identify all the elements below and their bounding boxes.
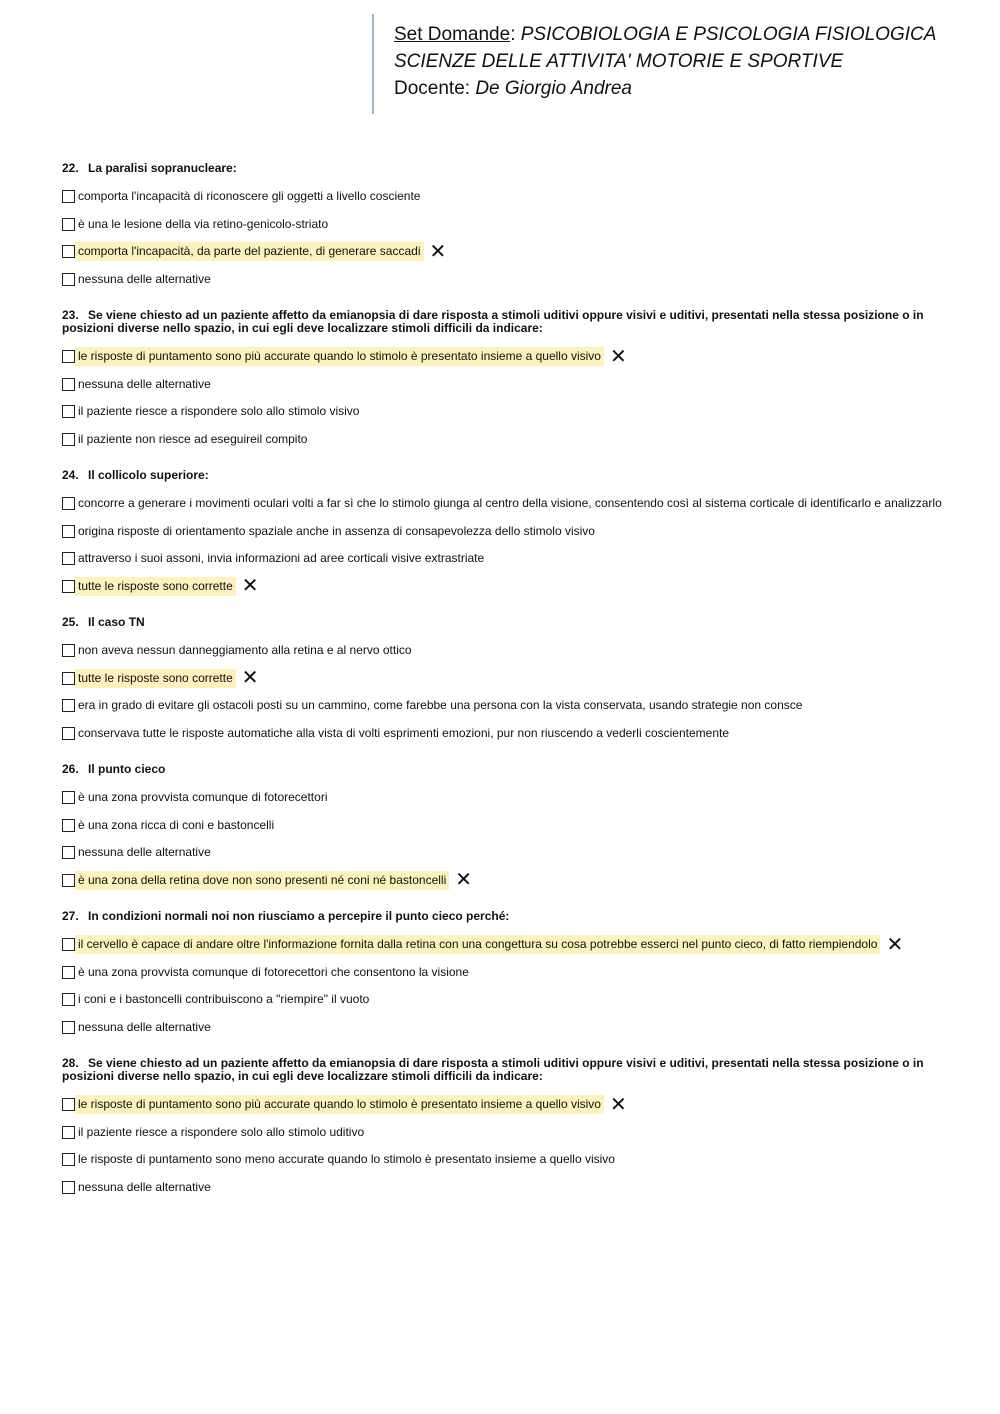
checkbox[interactable]	[62, 350, 75, 363]
checkbox[interactable]	[62, 580, 75, 593]
answer-option[interactable]	[62, 371, 942, 399]
checkbox[interactable]	[62, 1021, 75, 1034]
selected-mark-icon: ✕	[455, 869, 473, 892]
answer-option[interactable]	[62, 692, 942, 720]
option-text: era in grado di evitare gli ostacoli posti su un cammino, come farebbe una persona con la vista conservata, usando strategie non consce	[78, 698, 803, 713]
checkbox[interactable]	[62, 672, 75, 685]
option-text: nessuna delle alternative	[78, 376, 211, 391]
answer-option[interactable]	[62, 637, 942, 665]
answer-option[interactable]	[62, 839, 942, 867]
question-number: 27.	[62, 909, 79, 923]
answer-option[interactable]	[62, 784, 942, 812]
checkbox[interactable]	[62, 1098, 75, 1111]
question	[62, 309, 942, 453]
checkbox[interactable]	[62, 846, 75, 859]
checkbox[interactable]	[62, 1181, 75, 1194]
question-prompt: Il punto cieco	[88, 762, 166, 776]
checkbox[interactable]	[62, 378, 75, 391]
checkbox[interactable]	[62, 966, 75, 979]
checkbox[interactable]	[62, 433, 75, 446]
answer-option[interactable]	[62, 490, 942, 518]
question-text	[62, 309, 942, 335]
question	[62, 469, 942, 600]
answer-option[interactable]	[62, 238, 942, 266]
option-text: nessuna delle alternative	[78, 1179, 211, 1194]
checkbox[interactable]	[62, 874, 75, 887]
selected-mark-icon: ✕	[609, 1093, 627, 1116]
checkbox[interactable]	[62, 993, 75, 1006]
set-label: Set Domande	[394, 24, 511, 45]
checkbox[interactable]	[62, 1126, 75, 1139]
answer-option[interactable]	[62, 1146, 942, 1174]
answer-option[interactable]	[62, 867, 942, 895]
checkbox[interactable]	[62, 218, 75, 231]
option-text: è una zona provvista comunque di fotorecettori	[78, 790, 328, 805]
checkbox[interactable]	[62, 819, 75, 832]
question-prompt: Il collicolo superiore:	[88, 468, 209, 482]
checkbox[interactable]	[62, 190, 75, 203]
question-text	[62, 910, 942, 923]
checkbox[interactable]	[62, 1153, 75, 1166]
question-number: 24.	[62, 468, 79, 482]
checkbox[interactable]	[62, 497, 75, 510]
question-text	[62, 763, 942, 776]
option-text: origina risposte di orientamento spaziale anche in assenza di consapevolezza dello stimolo visivo	[78, 523, 595, 538]
teacher-name: De Giorgio Andrea	[475, 78, 632, 99]
answer-option[interactable]	[62, 518, 942, 546]
selected-mark-icon: ✕	[609, 345, 627, 368]
option-text: tutte le risposte sono corrette	[75, 577, 236, 596]
selected-mark-icon: ✕	[241, 575, 259, 598]
option-text: comporta l'incapacità, da parte del paziente, di generare saccadi	[75, 242, 424, 261]
question-prompt: Il caso TN	[88, 615, 145, 629]
option-text: nessuna delle alternative	[78, 271, 211, 286]
question	[62, 910, 942, 1041]
question-text	[62, 162, 942, 175]
option-text: è una le lesione della via retino-genicolo-striato	[78, 216, 329, 231]
selected-mark-icon: ✕	[241, 667, 259, 690]
answer-option[interactable]	[62, 573, 942, 601]
option-text: il paziente non riesce ad eseguireil compito	[78, 431, 308, 446]
checkbox[interactable]	[62, 644, 75, 657]
checkbox[interactable]	[62, 791, 75, 804]
question-text	[62, 616, 942, 629]
subject-name: PSICOBIOLOGIA E PSICOLOGIA FISIOLOGICA	[520, 24, 937, 45]
question-prompt: La paralisi sopranucleare:	[88, 161, 237, 175]
option-text: il paziente riesce a rispondere solo allo stimolo visivo	[78, 404, 360, 419]
answer-option[interactable]	[62, 398, 942, 426]
option-text: le risposte di puntamento sono più accurate quando lo stimolo è presentato insieme a quello visivo	[75, 347, 604, 366]
checkbox[interactable]	[62, 405, 75, 418]
checkbox[interactable]	[62, 273, 75, 286]
question	[62, 1057, 942, 1201]
question-number: 26.	[62, 762, 79, 776]
answer-option[interactable]	[62, 426, 942, 454]
option-text: nessuna delle alternative	[78, 845, 211, 860]
option-text: tutte le risposte sono corrette	[75, 669, 236, 688]
option-text: concorre a generare i movimenti oculari volti a far sì che lo stimolo giunga al centro della visione, consentendo così al sistema corticale di identificarlo e analizzarlo	[78, 496, 942, 511]
header-course-line	[394, 51, 843, 73]
option-text: è una zona ricca di coni e bastoncelli	[78, 817, 275, 832]
question	[62, 763, 942, 894]
question-prompt: Se viene chiesto ad un paziente affetto da emianopsia di dare risposta a stimoli uditivi oppure visivi e uditivi, presentati nella stessa posizione o in posizioni diverse nello spazio, in cui egli deve localizzare stimoli difficili da indicare:	[62, 1056, 924, 1083]
course-name: SCIENZE DELLE ATTIVITA' MOTORIE E SPORTIVE	[394, 51, 844, 72]
question-list	[62, 162, 942, 1217]
question	[62, 162, 942, 293]
checkbox[interactable]	[62, 938, 75, 951]
option-text: è una zona della retina dove non sono presenti né coni né bastoncelli	[75, 871, 449, 890]
option-text: comporta l'incapacità di riconoscere gli oggetti a livello cosciente	[78, 189, 421, 204]
checkbox[interactable]	[62, 699, 75, 712]
answer-option[interactable]	[62, 931, 942, 959]
question-text	[62, 469, 942, 482]
answer-option[interactable]	[62, 720, 942, 748]
document-header	[372, 14, 974, 114]
header-set-line	[394, 24, 936, 46]
answer-option[interactable]	[62, 211, 942, 239]
option-text: non aveva nessun danneggiamento alla retina e al nervo ottico	[78, 643, 412, 658]
checkbox[interactable]	[62, 525, 75, 538]
selected-mark-icon: ✕	[886, 933, 904, 956]
checkbox[interactable]	[62, 727, 75, 740]
option-text: attraverso i suoi assoni, invia informazioni ad aree corticali visive extrastriate	[78, 551, 485, 566]
question	[62, 616, 942, 747]
header-teacher-line	[394, 78, 632, 100]
option-text: i coni e i bastoncelli contribuiscono a "riempire" il vuoto	[78, 992, 370, 1007]
answer-option[interactable]	[62, 1119, 942, 1147]
question-number: 28.	[62, 1056, 79, 1070]
answer-option[interactable]	[62, 959, 942, 987]
option-text: nessuna delle alternative	[78, 1019, 211, 1034]
teacher-label: Docente:	[394, 78, 476, 99]
answer-option[interactable]	[62, 1091, 942, 1119]
answer-option[interactable]	[62, 183, 942, 211]
answer-option[interactable]	[62, 1174, 942, 1202]
question-text	[62, 1057, 942, 1083]
option-text: il cervello è capace di andare oltre l'informazione fornita dalla retina con una congettura su cosa potrebbe esserci nel punto cieco, di fatto riempiendolo	[75, 935, 880, 954]
answer-option[interactable]	[62, 545, 942, 573]
answer-option[interactable]	[62, 343, 942, 371]
set-separator: :	[510, 24, 521, 45]
option-text: è una zona provvista comunque di fotorecettori che consentono la visione	[78, 964, 469, 979]
option-text: conservava tutte le risposte automatiche alla vista di volti esprimenti emozioni, pur non riuscendo a vederli coscientemente	[78, 725, 729, 740]
checkbox[interactable]	[62, 552, 75, 565]
answer-option[interactable]	[62, 266, 942, 294]
answer-option[interactable]	[62, 986, 942, 1014]
option-text: le risposte di puntamento sono meno accurate quando lo stimolo è presentato insieme a quello visivo	[78, 1152, 615, 1167]
answer-option[interactable]	[62, 1014, 942, 1042]
selected-mark-icon: ✕	[429, 240, 447, 263]
option-text: le risposte di puntamento sono più accurate quando lo stimolo è presentato insieme a quello visivo	[75, 1095, 604, 1114]
question-prompt: Se viene chiesto ad un paziente affetto da emianopsia di dare risposta a stimoli uditivi oppure visivi e uditivi, presentati nella stessa posizione o in posizioni diverse nello spazio, in cui egli deve localizzare stimoli difficili da indicare:	[62, 308, 924, 335]
question-number: 23.	[62, 308, 79, 322]
option-text: il paziente riesce a rispondere solo allo stimolo uditivo	[78, 1124, 365, 1139]
question-number: 22.	[62, 161, 79, 175]
answer-option[interactable]	[62, 665, 942, 693]
question-number: 25.	[62, 615, 79, 629]
question-prompt: In condizioni normali noi non riusciamo a percepire il punto cieco perché:	[88, 909, 510, 923]
answer-option[interactable]	[62, 812, 942, 840]
checkbox[interactable]	[62, 245, 75, 258]
